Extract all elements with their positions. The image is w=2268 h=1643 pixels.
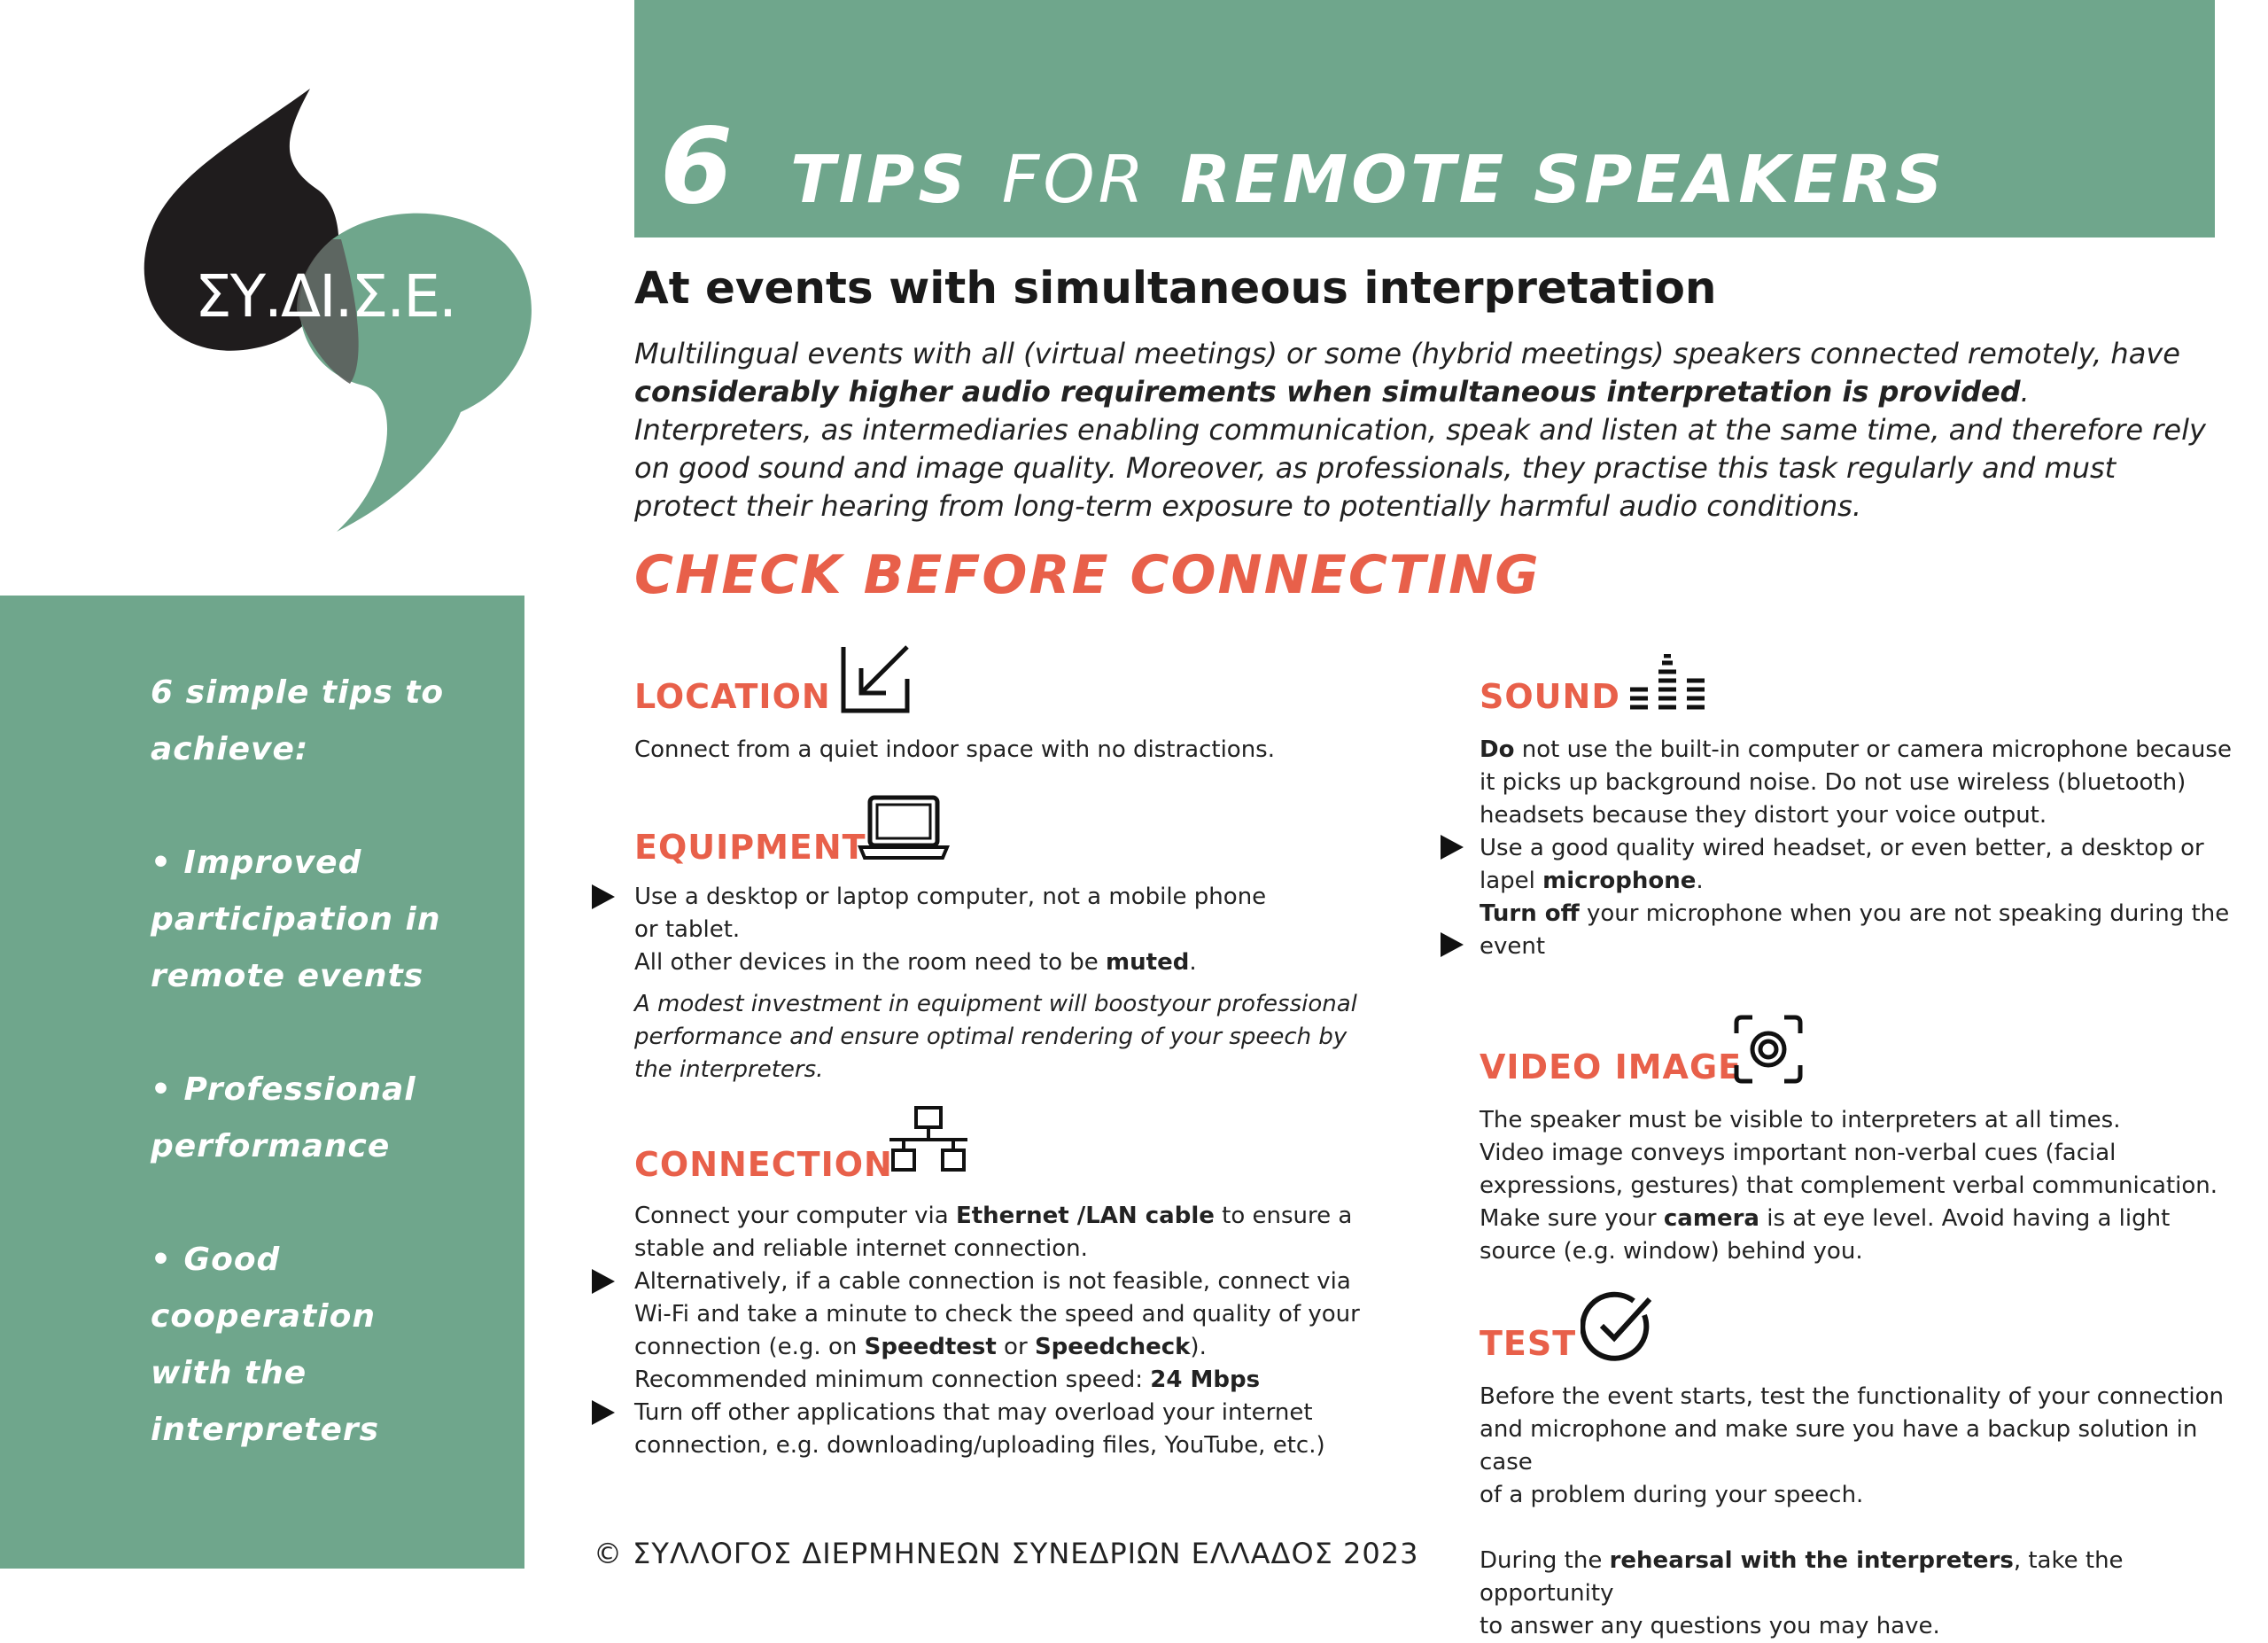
page-title [660, 105, 1946, 227]
test-line: Before the event starts, test the functionality of your connection [1480, 1383, 2225, 1410]
connection-line: connection, e.g. downloading/uploading files, YouTube, etc.) [634, 1432, 1325, 1459]
equipment-line: All other devices in the room need to be muted. [634, 949, 1197, 976]
location-title: LOCATION [634, 677, 831, 716]
sidebar-bullet-line: participation in [151, 901, 441, 938]
video-line: source (e.g. window) behind you. [1480, 1238, 1863, 1265]
check-heading: CHECK BEFORE CONNECTING [634, 544, 1541, 606]
check-circle-icon [1581, 1289, 1655, 1363]
copyright-footer: © ΣΥΛΛΟΓΟΣ ΔΙΕΡΜΗΝΕΩΝ ΣΥΝΕΔΡΙΩΝ ΕΛΛΑΔΟΣ 2023 [594, 1537, 1419, 1570]
camera-focus-icon [1733, 1014, 1804, 1085]
connection-text [634, 1200, 1414, 1462]
connection-line: Recommended minimum connection speed: 24 Mbps [634, 1367, 1261, 1393]
video-line: Video image conveys important non-verbal cues (facial [1480, 1140, 2117, 1166]
equalizer-icon [1628, 654, 1708, 712]
equipment-line: or tablet. [634, 916, 741, 943]
sound-line: lapel microphone. [1480, 868, 1704, 894]
connection-line: stable and reliable internet connection. [634, 1235, 1088, 1262]
sidebar-bullet-line: • Improved [151, 845, 362, 881]
connection-line: Connect your computer via Ethernet /LAN cable to ensure a [634, 1203, 1353, 1229]
network-icon [886, 1104, 971, 1175]
sound-text [1480, 734, 2241, 963]
test-line: to answer any questions you may have. [1480, 1613, 1940, 1639]
connection-line: connection (e.g. on Speedtest or Speedcheck). [634, 1334, 1207, 1360]
video-line: The speaker must be visible to interpreters at all times. [1480, 1107, 2121, 1133]
test-line: and microphone and make sure you have a backup solution in case [1480, 1416, 2198, 1476]
sound-line: Use a good quality wired headset, or even better, a desktop or [1480, 835, 2204, 861]
equipment-text [634, 881, 1387, 1086]
sidebar-tips [151, 665, 505, 1459]
intro-bold: considerably higher audio requirements when simultaneous interpretation is provided [634, 375, 2021, 409]
equipment-title: EQUIPMENT [634, 828, 866, 867]
bullet-arrow-icon [592, 884, 615, 909]
location-text: Connect from a quiet indoor space with no distractions. [634, 736, 1275, 763]
sound-line: event [1480, 933, 1546, 960]
connection-line: Wi-Fi and take a minute to check the speed and quality of your [634, 1301, 1360, 1328]
bullet-arrow-icon [592, 1269, 615, 1294]
test-line: of a problem during your speech. [1480, 1482, 1864, 1508]
bullet-arrow-icon [1441, 932, 1464, 957]
sidebar-bullet-line: • Professional [151, 1071, 416, 1108]
video-text [1480, 1104, 2241, 1268]
video-line: Make sure your camera is at eye level. Avoid having a light [1480, 1205, 2171, 1232]
sound-line: headsets because they distort your voice output. [1480, 802, 2047, 829]
sidebar-bullet-line: cooperation [151, 1298, 376, 1335]
sidebar-bullet-line: interpreters [151, 1412, 380, 1448]
arrow-in-box-icon [840, 643, 911, 714]
connection-line: Turn off other applications that may overload your internet [634, 1399, 1313, 1426]
subtitle: At events with simultaneous interpretation [634, 262, 1717, 314]
intro-text: Multilingual events with all (virtual meetings) or some (hybrid meetings) speakers connected remotely, have [634, 337, 2180, 370]
connection-line: Alternatively, if a cable connection is not feasible, connect via [634, 1268, 1351, 1295]
title-for: FOR [1001, 142, 1148, 218]
equipment-note: A modest investment in equipment will boostyour professional performance and ensure optimal rendering of your speech by the interpreters. [634, 991, 1357, 1083]
sidebar-bullet-line: • Good [151, 1242, 281, 1278]
logo-quote-marks [133, 84, 540, 536]
video-title: VIDEO IMAGE [1480, 1047, 1743, 1086]
sidebar-bullet-line: remote events [151, 958, 424, 994]
sound-line: Do not use the built-in computer or camera microphone because [1480, 736, 2232, 763]
sound-line: it picks up background noise. Do not use wireless (bluetooth) [1480, 769, 2186, 796]
intro-text: . Interpreters, as intermediaries enabling communication, speak and listen at the same time, and therefore rely on good sound and image quality. Moreover, as professionals, they practise this task regularly and must protect their hearing from long-term exposure to potentially harmful audio conditions. [634, 375, 2206, 523]
video-line: expressions, gestures) that complement verbal communication. [1480, 1172, 2218, 1199]
sound-title: SOUND [1480, 677, 1620, 716]
sidebar-bullet-line: performance [151, 1128, 391, 1164]
logo-text: ΣΥ.ΔΙ.Σ.Ε. [195, 262, 455, 331]
title-rest: REMOTE SPEAKERS [1180, 142, 1946, 218]
laptop-icon [858, 794, 950, 861]
connection-title: CONNECTION [634, 1145, 893, 1184]
test-title: TEST [1480, 1324, 1577, 1363]
test-line: During the rehearsal with the interpreters, take the opportunity [1480, 1547, 2124, 1607]
sound-line: Turn off your microphone when you are not speaking during the [1480, 900, 2230, 927]
equipment-line: Use a desktop or laptop computer, not a mobile phone [634, 884, 1267, 910]
title-number: 6 [660, 105, 737, 227]
intro-paragraph [634, 335, 2211, 526]
sidebar-bullet-line: with the [151, 1355, 307, 1391]
sidebar-intro-line: achieve: [151, 731, 309, 767]
bullet-arrow-icon [592, 1400, 615, 1425]
sidebar-intro-line: 6 simple tips to [151, 674, 445, 711]
title-tips: TIPS [790, 142, 969, 218]
bullet-arrow-icon [1441, 835, 1464, 860]
